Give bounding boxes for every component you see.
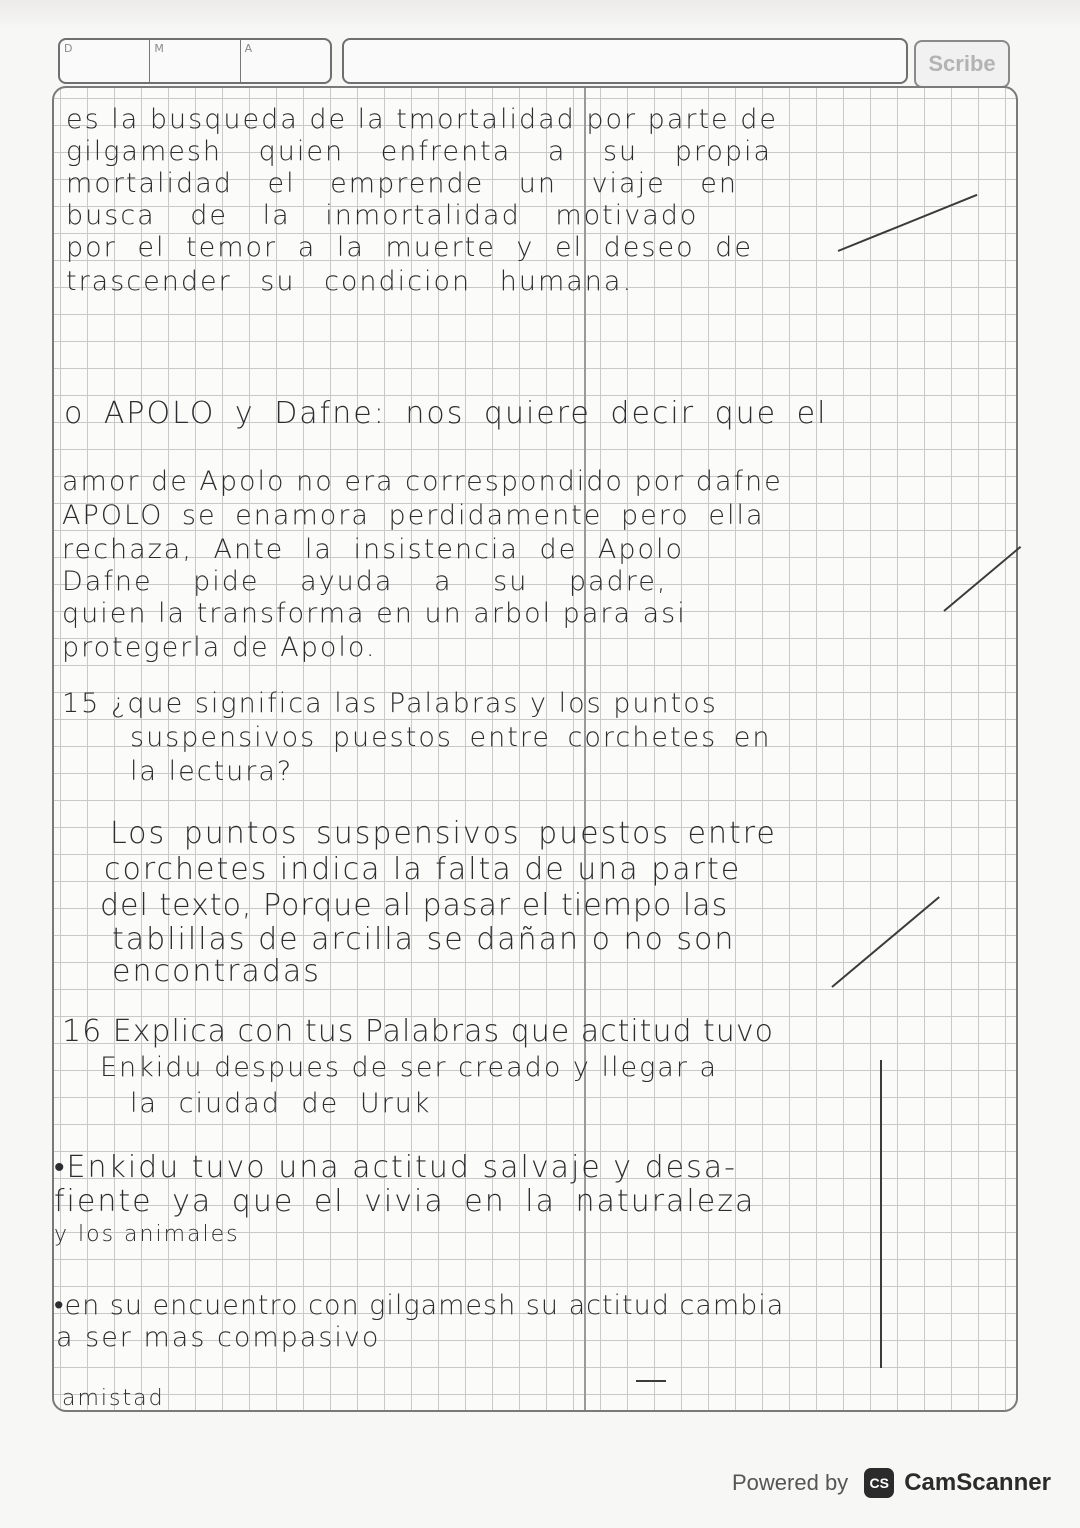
text-line: la lectura? xyxy=(130,756,294,787)
text-line: amor de Apolo no era correspondido por dafne xyxy=(62,466,783,497)
answer-15: Los puntos suspensivos puestos entre xyxy=(110,816,777,851)
text-line: la ciudad de Uruk xyxy=(130,1088,432,1119)
text-line: por el temor a la muerte y el deseo de xyxy=(66,232,753,263)
text-line: mortalidad el emprende un viaje en xyxy=(66,168,739,199)
answer-16-a: •Enkidu tuvo una actitud salvaje y desa- xyxy=(54,1150,737,1185)
text-line: Dafne pide ayuda a su padre, xyxy=(62,566,668,597)
question-16: 16 Explica con tus Palabras que actitud tuvo xyxy=(62,1014,774,1049)
date-box xyxy=(58,38,332,84)
answer-16-b: •en su encuentro con gilgamesh su actitud cambia xyxy=(54,1290,785,1321)
text-line: o APOLO y Dafne: nos quiere decir que el xyxy=(64,396,828,431)
powered-by-label: Powered by xyxy=(732,1470,849,1495)
text-line: tablillas de arcilla se dañan o no son xyxy=(112,922,736,957)
text-line: fiente ya que el vivia en la naturaleza xyxy=(54,1184,756,1219)
page-top-edge xyxy=(0,0,1080,30)
text-line: suspensivos puestos entre corchetes en xyxy=(130,722,772,753)
text-line: trascender su condicion humana. xyxy=(66,266,634,297)
day-label: D xyxy=(64,42,73,55)
scribe-brand-logo: Scribe xyxy=(914,40,1010,88)
margin-line xyxy=(880,1060,882,1368)
text-line: protegerla de Apolo. xyxy=(62,632,377,663)
text-line: APOLO se enamora perdidamente pero ella xyxy=(62,500,765,531)
text-line: gilgamesh quien enfrenta a su propia xyxy=(66,136,773,167)
camscanner-watermark xyxy=(732,1468,1051,1498)
text-line: a ser mas compasivo xyxy=(56,1322,381,1353)
year-cell xyxy=(241,40,330,82)
text-line: y los animales xyxy=(54,1222,240,1247)
camscanner-logo-icon: CS xyxy=(864,1468,894,1498)
text-line: es la busqueda de la tmortalidad por parte de xyxy=(66,104,779,135)
month-label: M xyxy=(154,42,164,55)
text-line: del texto, Porque al pasar el tiempo las xyxy=(100,888,729,923)
text-line: corchetes indica la falta de una parte xyxy=(104,852,742,887)
text-line: rechaza, Ante la insistencia de Apolo xyxy=(62,534,685,565)
dash-mark xyxy=(636,1380,666,1382)
text-line: quien la transforma en un arbol para asi xyxy=(62,598,687,629)
month-cell xyxy=(150,40,240,82)
year-label: A xyxy=(244,42,253,55)
text-line: amistad xyxy=(62,1386,165,1411)
text-line: encontradas xyxy=(112,954,321,989)
question-15: 15 ¿que significa las Palabras y los puntos xyxy=(62,688,718,719)
day-cell xyxy=(60,40,150,82)
text-line: Enkidu despues de ser creado y llegar a xyxy=(100,1052,719,1083)
text-line: busca de la inmortalidad motivado xyxy=(66,200,699,231)
camscanner-brand: CamScanner xyxy=(904,1469,1051,1496)
title-box xyxy=(342,38,908,84)
